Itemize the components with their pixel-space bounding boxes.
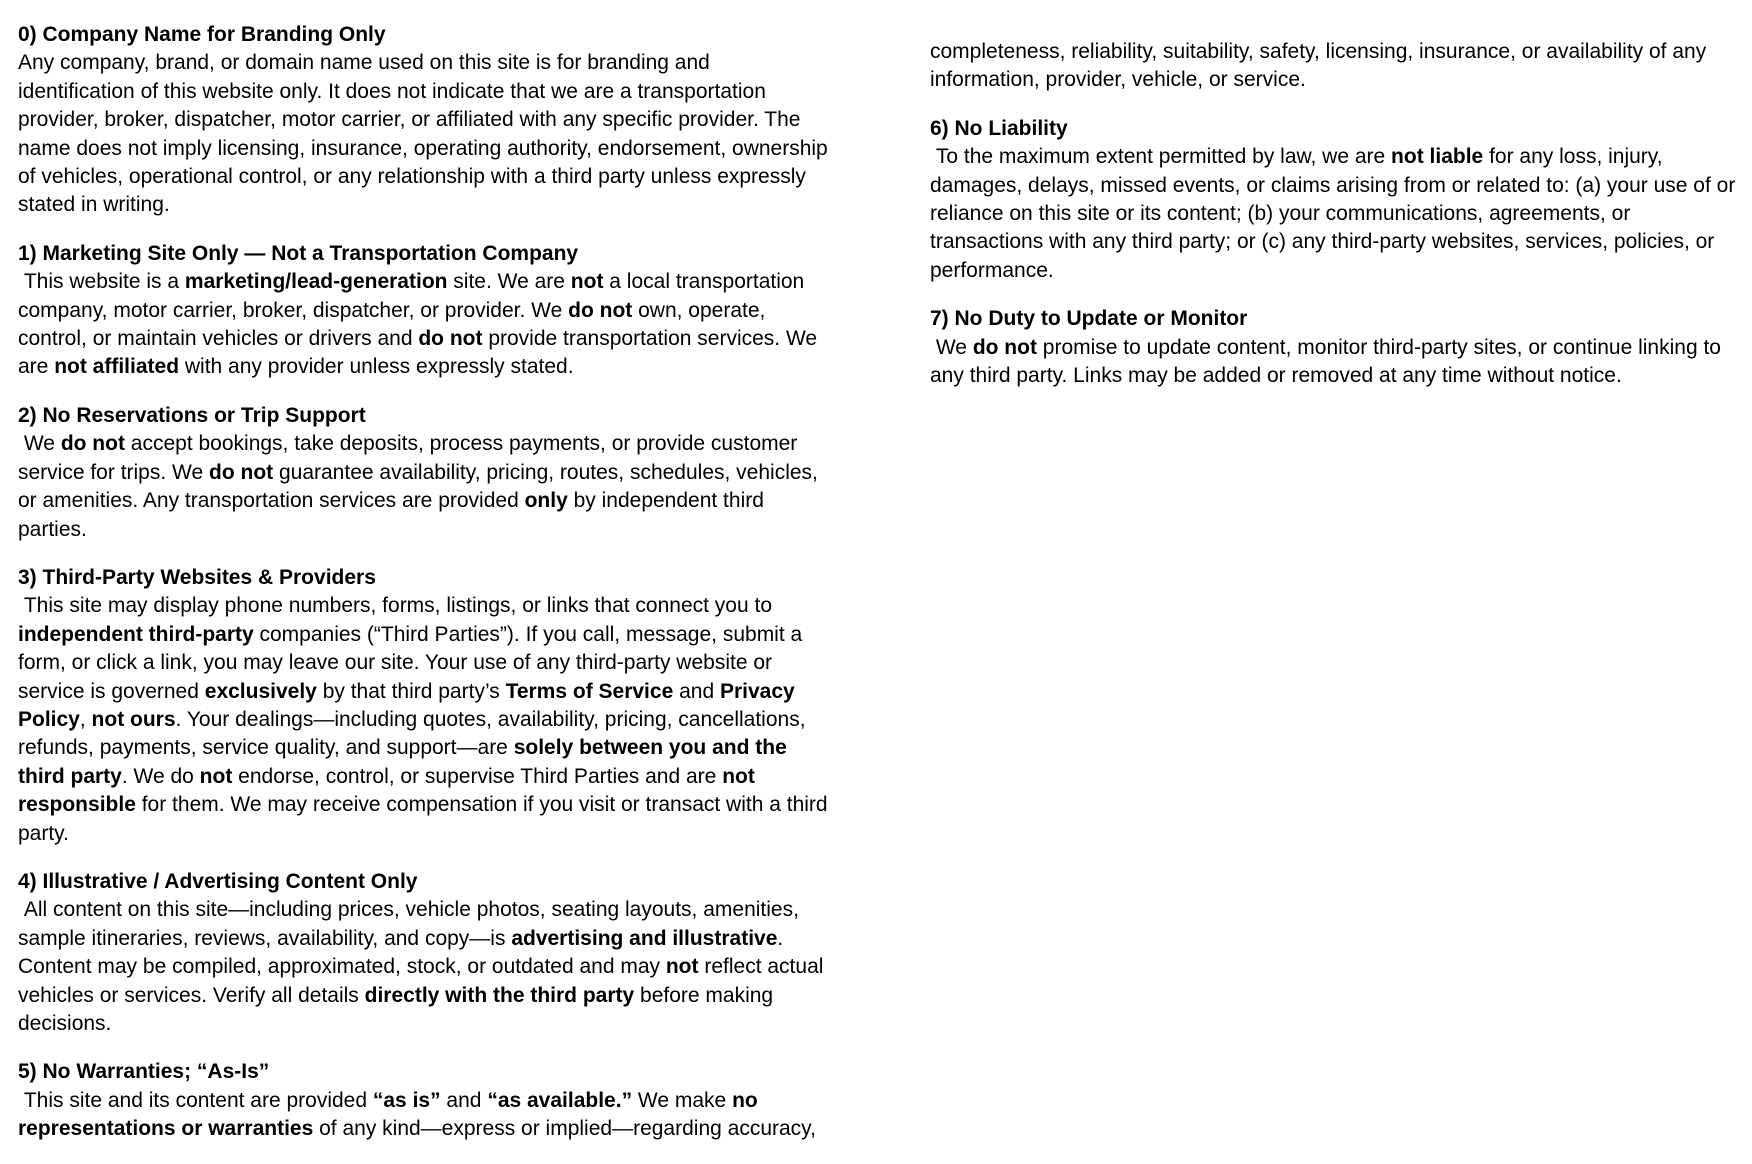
emphasis-text: no representations or warranties — [18, 1088, 764, 1141]
emphasis-text: not liable — [1391, 145, 1484, 169]
emphasis-text: not — [665, 955, 699, 979]
section-heading: 6) No Liability — [930, 116, 1068, 140]
disclaimer-section: 7) No Duty to Update or Monitor We do not promise to update content, monitor third-party sites, or continue linking to any third party. Links may be added or removed at any time without notice. — [930, 307, 1727, 388]
emphasis-text: not — [199, 764, 233, 788]
disclaimer-section-continuation: completeness, reliability, suitability, safety, licensing, insurance, or availability of any information, provider, vehicle, or service. — [930, 40, 1713, 92]
emphasis-text: do not — [568, 298, 633, 322]
section-heading: 4) Illustrative / Advertising Content Only — [18, 869, 418, 893]
disclaimer-section: 6) No Liability To the maximum extent permitted by law, we are not liable for any loss, injury, damages, delays, missed events, or claims arising from or related to: (a) your use of or reliance on this site or its content; (b) your communications, agreements, or transactions with any third party; or (c) any third-party websites, services, policies, or performance. — [930, 116, 1742, 282]
emphasis-text: “as is” — [372, 1088, 441, 1112]
section-heading: 1) Marketing Site Only — Not a Transportation Company — [18, 241, 579, 265]
emphasis-text: independent third-party — [18, 622, 254, 646]
emphasis-text: directly with the third party — [364, 983, 635, 1007]
emphasis-text: do not — [418, 327, 483, 351]
section-heading: 5) No Warranties; “As-Is” — [18, 1060, 270, 1084]
emphasis-text: Privacy Policy — [18, 679, 801, 731]
disclaimer-section: 5) No Warranties; “As-Is” This site and its content are provided “as is” and “as available.” We make no representations or warranties of any kind—express or implied—regarding accuracy, — [18, 1060, 816, 1141]
emphasis-text: do not — [209, 460, 274, 484]
disclaimer-section: 0) Company Name for Branding Only Any company, brand, or domain name used on this site is for branding and identification of this website only. It does not indicate that we are a transportation provider, broker, dispatcher, motor carrier, or affiliated with any specific provider. The name does not imply licensing, insurance, operating authority, endorsement, ownership of vehicles, operational control, or any relationship with a third party unless expressly stated in writing. — [18, 23, 834, 217]
emphasis-text: not affiliated — [54, 355, 180, 379]
section-heading: 3) Third-Party Websites & Providers — [18, 565, 376, 589]
emphasis-text: do not — [60, 432, 125, 456]
emphasis-text: marketing/lead-generation — [184, 270, 448, 294]
section-heading: 2) No Reservations or Trip Support — [18, 403, 366, 427]
emphasis-text: not — [570, 270, 604, 294]
emphasis-text: exclusively — [204, 679, 317, 703]
section-heading: 0) Company Name for Branding Only — [18, 23, 386, 46]
disclaimer-column-right — [930, 38, 1742, 410]
emphasis-text: solely between you and the third party — [18, 736, 793, 788]
section-heading: 7) No Duty to Update or Monitor — [930, 307, 1248, 331]
emphasis-text: advertising and illustrative — [511, 926, 778, 950]
emphasis-text: “as available.” — [487, 1088, 633, 1112]
emphasis-text: Terms of Service — [505, 679, 674, 703]
emphasis-text: do not — [972, 335, 1037, 359]
disclaimer-column-left — [18, 21, 834, 1164]
disclaimer-section: 2) No Reservations or Trip Support We do not accept bookings, take deposits, process payments, or provide customer service for trips. We do not guarantee availability, pricing, routes, schedules, vehicles, or amenities. Any transportation services are provided only by independent third parties. — [18, 403, 824, 541]
disclaimer-section: 4) Illustrative / Advertising Content Only All content on this site—including prices, vehicle photos, seating layouts, amenities, sample itineraries, reviews, availability, and copy—is advertising and illustrative. Content may be compiled, approximated, stock, or outdated and may not reflect actual vehicles or services. Verify all details directly with the third party before making decisions. — [18, 869, 830, 1035]
disclaimer-section: 1) Marketing Site Only — Not a Transportation Company This website is a marketing/lead-generation site. We are not a local transportation company, motor carrier, broker, dispatcher, or provider. We do not own, operate, control, or maintain vehicles or drivers and do not provide transportation services. We are not affiliated with any provider unless expressly stated. — [18, 241, 823, 379]
emphasis-text: not responsible — [18, 764, 761, 817]
emphasis-text: not ours — [91, 707, 176, 731]
emphasis-text: only — [524, 489, 568, 513]
disclaimer-section: 3) Third-Party Websites & Providers This site may display phone numbers, forms, listings, or links that connect you to independent third-party companies (“Third Parties”). If you call, message, submit a form, or click a link, you may leave our site. Your use of any third-party website or service is governed exclusively by that third party’s Terms of Service and Privacy Policy, not ours. Your dealings—including quotes, availability, pricing, cancellations, refunds, payments, service quality, and support—are solely between you and the third party. We do not endorse, control, or supervise Third Parties and are not responsible for them. We may receive compensation if you visit or transact with a third party. — [18, 565, 834, 845]
